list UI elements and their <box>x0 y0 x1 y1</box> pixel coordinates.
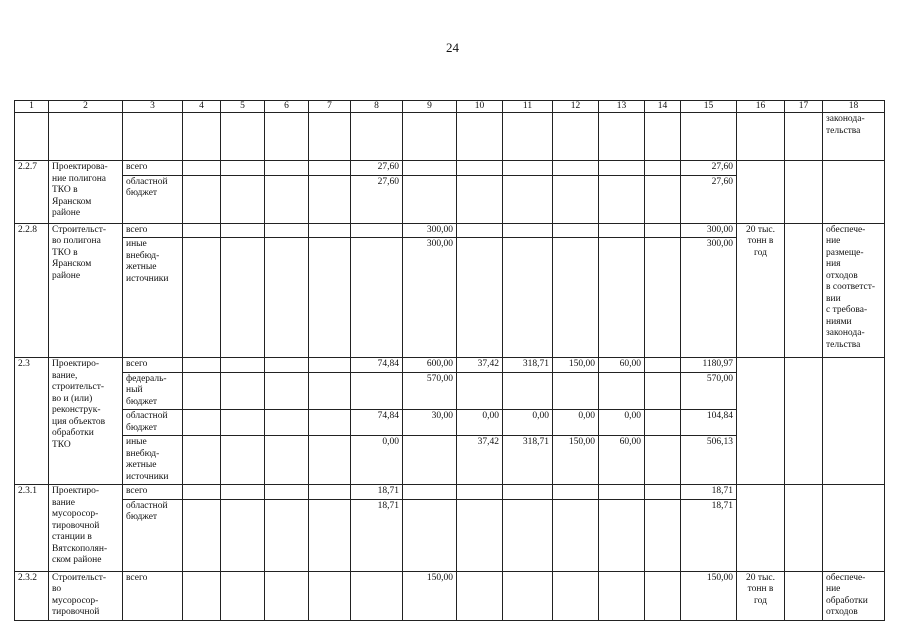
value-cell <box>457 485 503 500</box>
value-cell <box>403 436 457 485</box>
empty-cell <box>785 161 823 224</box>
value-cell <box>599 175 645 223</box>
value-cell: 74,84 <box>351 410 403 436</box>
total-cell: 506,13 <box>681 436 737 485</box>
empty-cell <box>265 223 309 238</box>
funding-source: областной бюджет <box>123 499 183 571</box>
empty-cell <box>645 113 681 161</box>
note-cell: обеспече- ние обработки отходов <box>823 571 885 620</box>
empty-cell <box>265 358 309 373</box>
value-cell <box>351 238 403 358</box>
value-cell: 60,00 <box>599 436 645 485</box>
value-cell <box>553 499 599 571</box>
empty-cell <box>785 358 823 485</box>
empty-cell <box>183 223 221 238</box>
funding-source: всего <box>123 161 183 176</box>
result-cell <box>737 161 785 224</box>
empty-cell <box>183 175 221 223</box>
table-row <box>15 571 885 620</box>
header-cell: 12 <box>553 101 599 113</box>
value-cell <box>553 223 599 238</box>
empty-cell <box>645 499 681 571</box>
empty-cell <box>183 372 221 410</box>
total-cell: 18,71 <box>681 485 737 500</box>
value-cell: 30,00 <box>403 410 457 436</box>
row-name: Строительст- во мусоросор- тировочной <box>49 571 123 620</box>
value-cell <box>503 485 553 500</box>
empty-cell <box>265 436 309 485</box>
value-cell <box>553 175 599 223</box>
row-name: Проектирова- ние полигона ТКО в Яранском районе <box>49 161 123 224</box>
value-cell <box>351 223 403 238</box>
value-cell: 37,42 <box>457 358 503 373</box>
value-cell: 60,00 <box>599 358 645 373</box>
value-cell <box>351 372 403 410</box>
value-cell: 0,00 <box>553 410 599 436</box>
header-cell: 9 <box>403 101 457 113</box>
header-cell: 14 <box>645 101 681 113</box>
total-cell: 18,71 <box>681 499 737 571</box>
total-cell: 104,84 <box>681 410 737 436</box>
value-cell: 0,00 <box>599 410 645 436</box>
total-cell: 570,00 <box>681 372 737 410</box>
empty-cell <box>645 410 681 436</box>
table-row <box>15 223 885 238</box>
header-cell: 18 <box>823 101 885 113</box>
empty-cell <box>309 358 351 373</box>
value-cell <box>457 161 503 176</box>
empty-cell <box>645 161 681 176</box>
value-cell: 600,00 <box>403 358 457 373</box>
row-code: 2.3.1 <box>15 485 49 572</box>
note-cell: обеспече- ние размеще- ния отходов в соответст- вии с требова- ниями законода- тельства <box>823 223 885 358</box>
empty-cell <box>309 499 351 571</box>
empty-cell <box>403 113 457 161</box>
empty-cell <box>183 358 221 373</box>
empty-cell <box>183 161 221 176</box>
empty-cell <box>785 223 823 358</box>
empty-cell <box>183 113 221 161</box>
empty-cell <box>645 436 681 485</box>
row-code: 2.2.8 <box>15 223 49 358</box>
value-cell <box>457 238 503 358</box>
value-cell: 0,00 <box>457 410 503 436</box>
header-cell: 15 <box>681 101 737 113</box>
value-cell <box>403 485 457 500</box>
value-cell: 300,00 <box>403 238 457 358</box>
funding-source: всего <box>123 358 183 373</box>
empty-cell <box>265 113 309 161</box>
note-cell <box>823 485 885 572</box>
note-cell <box>823 161 885 224</box>
empty-cell <box>265 410 309 436</box>
empty-cell <box>265 372 309 410</box>
empty-cell <box>221 113 265 161</box>
row-code: 2.2.7 <box>15 161 49 224</box>
value-cell: 18,71 <box>351 499 403 571</box>
empty-cell <box>221 410 265 436</box>
total-cell: 150,00 <box>681 571 737 620</box>
empty-cell <box>15 113 49 161</box>
empty-cell <box>645 223 681 238</box>
empty-cell <box>221 358 265 373</box>
funding-source: всего <box>123 485 183 500</box>
header-row <box>15 101 885 113</box>
value-cell <box>599 372 645 410</box>
empty-cell <box>737 113 785 161</box>
funding-source: всего <box>123 571 183 620</box>
empty-cell <box>785 571 823 620</box>
funding-source: федераль- ный бюджет <box>123 372 183 410</box>
value-cell <box>599 161 645 176</box>
header-cell: 5 <box>221 101 265 113</box>
value-cell: 0,00 <box>503 410 553 436</box>
value-cell <box>553 571 599 620</box>
value-cell <box>503 499 553 571</box>
total-cell: 27,60 <box>681 161 737 176</box>
empty-cell <box>309 485 351 500</box>
page-number: 24 <box>446 40 459 55</box>
empty-cell <box>457 113 503 161</box>
header-cell: 1 <box>15 101 49 113</box>
note-cell <box>823 358 885 485</box>
header-cell: 2 <box>49 101 123 113</box>
value-cell: 74,84 <box>351 358 403 373</box>
empty-cell <box>309 436 351 485</box>
row-name: Проектиро- вание, строительст- во и (или) реконструк- ция объектов обработки ТКО <box>49 358 123 485</box>
empty-cell <box>265 161 309 176</box>
empty-cell <box>309 238 351 358</box>
empty-cell <box>309 223 351 238</box>
value-cell: 570,00 <box>403 372 457 410</box>
row-code: 2.3 <box>15 358 49 485</box>
result-cell: 20 тыс. тонн в год <box>737 571 785 620</box>
empty-cell <box>183 499 221 571</box>
empty-cell <box>265 485 309 500</box>
table-row <box>15 161 885 176</box>
value-cell <box>599 571 645 620</box>
empty-cell <box>221 175 265 223</box>
empty-cell <box>183 238 221 358</box>
funding-source: иные внебюд- жетные источники <box>123 238 183 358</box>
value-cell <box>457 372 503 410</box>
total-cell: 27,60 <box>681 175 737 223</box>
funding-source: иные внебюд- жетные источники <box>123 436 183 485</box>
empty-cell <box>221 238 265 358</box>
value-cell <box>503 223 553 238</box>
header-cell: 8 <box>351 101 403 113</box>
empty-cell <box>309 571 351 620</box>
header-cell: 11 <box>503 101 553 113</box>
empty-cell <box>309 113 351 161</box>
empty-cell <box>221 499 265 571</box>
value-cell: 150,00 <box>553 358 599 373</box>
empty-cell <box>785 113 823 161</box>
value-cell <box>553 485 599 500</box>
empty-cell <box>785 485 823 572</box>
empty-cell <box>309 161 351 176</box>
value-cell <box>503 161 553 176</box>
total-cell: 300,00 <box>681 223 737 238</box>
header-cell: 7 <box>309 101 351 113</box>
note-cell: законода- тельства <box>823 113 885 161</box>
value-cell <box>553 161 599 176</box>
row-code: 2.3.2 <box>15 571 49 620</box>
empty-cell <box>503 113 553 161</box>
header-cell: 17 <box>785 101 823 113</box>
empty-cell <box>645 372 681 410</box>
value-cell <box>457 571 503 620</box>
empty-cell <box>351 113 403 161</box>
empty-cell <box>645 358 681 373</box>
value-cell <box>553 372 599 410</box>
value-cell <box>599 499 645 571</box>
empty-cell <box>183 485 221 500</box>
result-cell <box>737 485 785 572</box>
empty-cell <box>645 238 681 358</box>
value-cell: 300,00 <box>403 223 457 238</box>
empty-cell <box>221 372 265 410</box>
value-cell: 150,00 <box>553 436 599 485</box>
header-cell: 3 <box>123 101 183 113</box>
row-name: Строительст- во полигона ТКО в Яранском районе <box>49 223 123 358</box>
value-cell: 318,71 <box>503 436 553 485</box>
empty-cell <box>183 571 221 620</box>
value-cell <box>553 238 599 358</box>
empty-cell <box>49 113 123 161</box>
value-cell: 37,42 <box>457 436 503 485</box>
header-cell: 10 <box>457 101 503 113</box>
table-row <box>15 358 885 373</box>
empty-cell <box>221 223 265 238</box>
empty-cell <box>681 113 737 161</box>
value-cell <box>403 175 457 223</box>
result-cell: 20 тыс. тонн в год <box>737 223 785 358</box>
value-cell <box>503 175 553 223</box>
empty-cell <box>183 436 221 485</box>
value-cell <box>599 238 645 358</box>
value-cell <box>599 223 645 238</box>
value-cell: 0,00 <box>351 436 403 485</box>
empty-cell <box>221 436 265 485</box>
header-cell: 13 <box>599 101 645 113</box>
result-cell <box>737 358 785 485</box>
header-cell: 16 <box>737 101 785 113</box>
funding-source: областной бюджет <box>123 175 183 223</box>
value-cell <box>457 223 503 238</box>
empty-cell <box>265 499 309 571</box>
empty-cell <box>599 113 645 161</box>
empty-cell <box>553 113 599 161</box>
program-table <box>14 100 885 621</box>
value-cell: 27,60 <box>351 175 403 223</box>
value-cell: 18,71 <box>351 485 403 500</box>
value-cell <box>403 161 457 176</box>
empty-cell <box>265 238 309 358</box>
header-cell: 6 <box>265 101 309 113</box>
row-name: Проектиро- вание мусоросор- тировочной станции в Вятскополян- ском районе <box>49 485 123 572</box>
value-cell: 150,00 <box>403 571 457 620</box>
value-cell <box>351 571 403 620</box>
empty-cell <box>645 485 681 500</box>
empty-cell <box>265 175 309 223</box>
empty-cell <box>221 571 265 620</box>
empty-cell <box>309 410 351 436</box>
value-cell <box>503 238 553 358</box>
empty-cell <box>221 161 265 176</box>
empty-cell <box>309 175 351 223</box>
empty-cell <box>645 571 681 620</box>
empty-cell <box>183 410 221 436</box>
total-cell: 1180,97 <box>681 358 737 373</box>
empty-cell <box>309 372 351 410</box>
value-cell <box>457 175 503 223</box>
total-cell: 300,00 <box>681 238 737 358</box>
value-cell <box>403 499 457 571</box>
value-cell <box>457 499 503 571</box>
value-cell <box>503 372 553 410</box>
value-cell: 318,71 <box>503 358 553 373</box>
value-cell <box>503 571 553 620</box>
header-cell: 4 <box>183 101 221 113</box>
continuation-row <box>15 113 885 161</box>
table-row <box>15 485 885 500</box>
empty-cell <box>645 175 681 223</box>
empty-cell <box>123 113 183 161</box>
value-cell: 27,60 <box>351 161 403 176</box>
empty-cell <box>265 571 309 620</box>
funding-source: областной бюджет <box>123 410 183 436</box>
funding-source: всего <box>123 223 183 238</box>
empty-cell <box>221 485 265 500</box>
value-cell <box>599 485 645 500</box>
